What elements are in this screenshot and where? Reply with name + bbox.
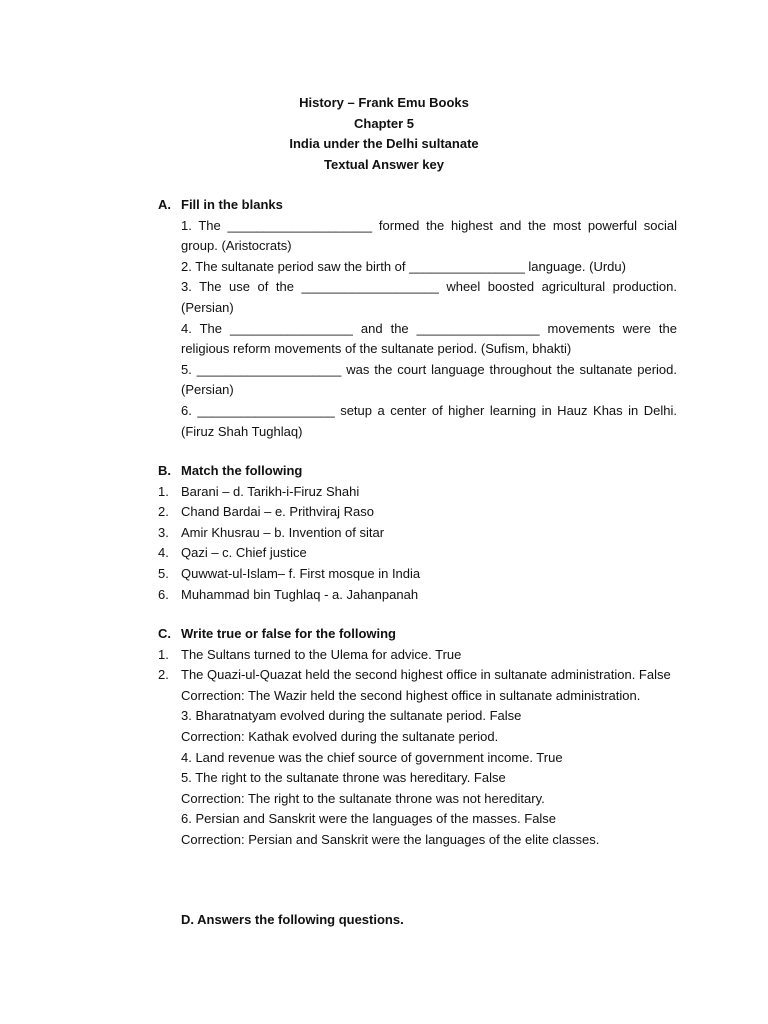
item-text: Chand Bardai – e. Prithviraj Raso	[181, 504, 374, 520]
question-item: 6. ___________________ setup a center of higher learning in Hauz Khas in Delhi. (Firuz Shah Tughlaq)	[181, 402, 677, 439]
document-subtitle: Textual Answer key	[324, 156, 444, 172]
item-number: 3.	[158, 524, 169, 540]
chapter-title: India under the Delhi sultanate	[289, 136, 479, 152]
item-text: Muhammad bin Tughlaq - a. Jahanpanah	[181, 586, 419, 602]
list-item	[0, 665, 768, 686]
document-header	[0, 93, 768, 175]
section-letter: A.	[158, 197, 171, 212]
item-text: Barani – d. Tarikh-i-Firuz Shahi	[181, 483, 360, 499]
section-letter: B.	[158, 463, 171, 478]
item-text: Amir Khusrau – b. Invention of sitar	[181, 524, 385, 540]
question-item: 4. The _________________ and the _________________ movements were the religious reform movements of the sultanate period. (Sufism, bhakti)	[181, 320, 677, 357]
question-item: 3. The use of the ___________________ wheel boosted agricultural production. (Persian)	[181, 279, 677, 315]
statement-line: 4. Land revenue was the chief source of government income. True	[181, 749, 563, 765]
section-title: Match the following	[181, 463, 303, 478]
book-title: History – Frank Emu Books	[299, 95, 469, 110]
statement-line: 5. The right to the sultanate throne was hereditary. False	[181, 770, 506, 786]
item-text: Quwwat-ul-Islam– f. First mosque in India	[181, 565, 421, 581]
list-item	[0, 585, 768, 606]
list-item	[0, 564, 768, 585]
section-heading	[0, 461, 768, 482]
list-item	[0, 645, 768, 666]
correction-line: Correction: The right to the sultanate throne was not hereditary.	[181, 790, 545, 806]
question-item: 1. The ____________________ formed the highest and the most powerful social group. (Aristocrats)	[181, 217, 677, 254]
item-number: 1.	[158, 483, 169, 499]
item-number: 5.	[158, 565, 169, 581]
section-letter: C.	[158, 626, 171, 641]
item-number: 6.	[158, 586, 169, 602]
section-heading	[0, 195, 768, 216]
question-item: 2. The sultanate period saw the birth of ________________ language. (Urdu)	[181, 258, 626, 274]
section-match-the-following	[0, 461, 768, 605]
statement-line: 6. Persian and Sanskrit were the languages of the masses. False	[181, 811, 557, 827]
section-title: Fill in the blanks	[181, 197, 283, 212]
section-title: Write true or false for the following	[181, 626, 396, 641]
item-text: Qazi – c. Chief justice	[181, 545, 307, 561]
correction-line: Correction: The Wazir held the second highest office in sultanate administration.	[181, 687, 641, 703]
list-item	[0, 523, 768, 544]
item-number: 4.	[158, 545, 169, 561]
item-text: The Quazi-ul-Quazat held the second highest office in sultanate administration. False	[181, 667, 671, 683]
chapter-number: Chapter 5	[354, 115, 414, 131]
section-d-heading: D. Answers the following questions.	[181, 912, 404, 927]
statement-line: 3. Bharatnatyam evolved during the sultanate period. False	[181, 708, 522, 724]
question-item: 5. ____________________ was the court language throughout the sultanate period. (Persian)	[181, 361, 677, 398]
section-heading	[0, 624, 768, 645]
item-number: 1.	[158, 646, 169, 662]
item-text: The Sultans turned to the Ulema for advice. True	[181, 646, 462, 662]
list-item	[0, 482, 768, 503]
section-fill-in-the-blanks	[0, 195, 768, 442]
section-true-or-false	[0, 624, 768, 851]
correction-line: Correction: Kathak evolved during the sultanate period.	[181, 728, 499, 744]
list-item	[0, 502, 768, 523]
item-number: 2.	[158, 667, 169, 683]
correction-line: Correction: Persian and Sanskrit were the languages of the elite classes.	[181, 831, 600, 847]
list-item	[0, 543, 768, 564]
item-number: 2.	[158, 504, 169, 520]
